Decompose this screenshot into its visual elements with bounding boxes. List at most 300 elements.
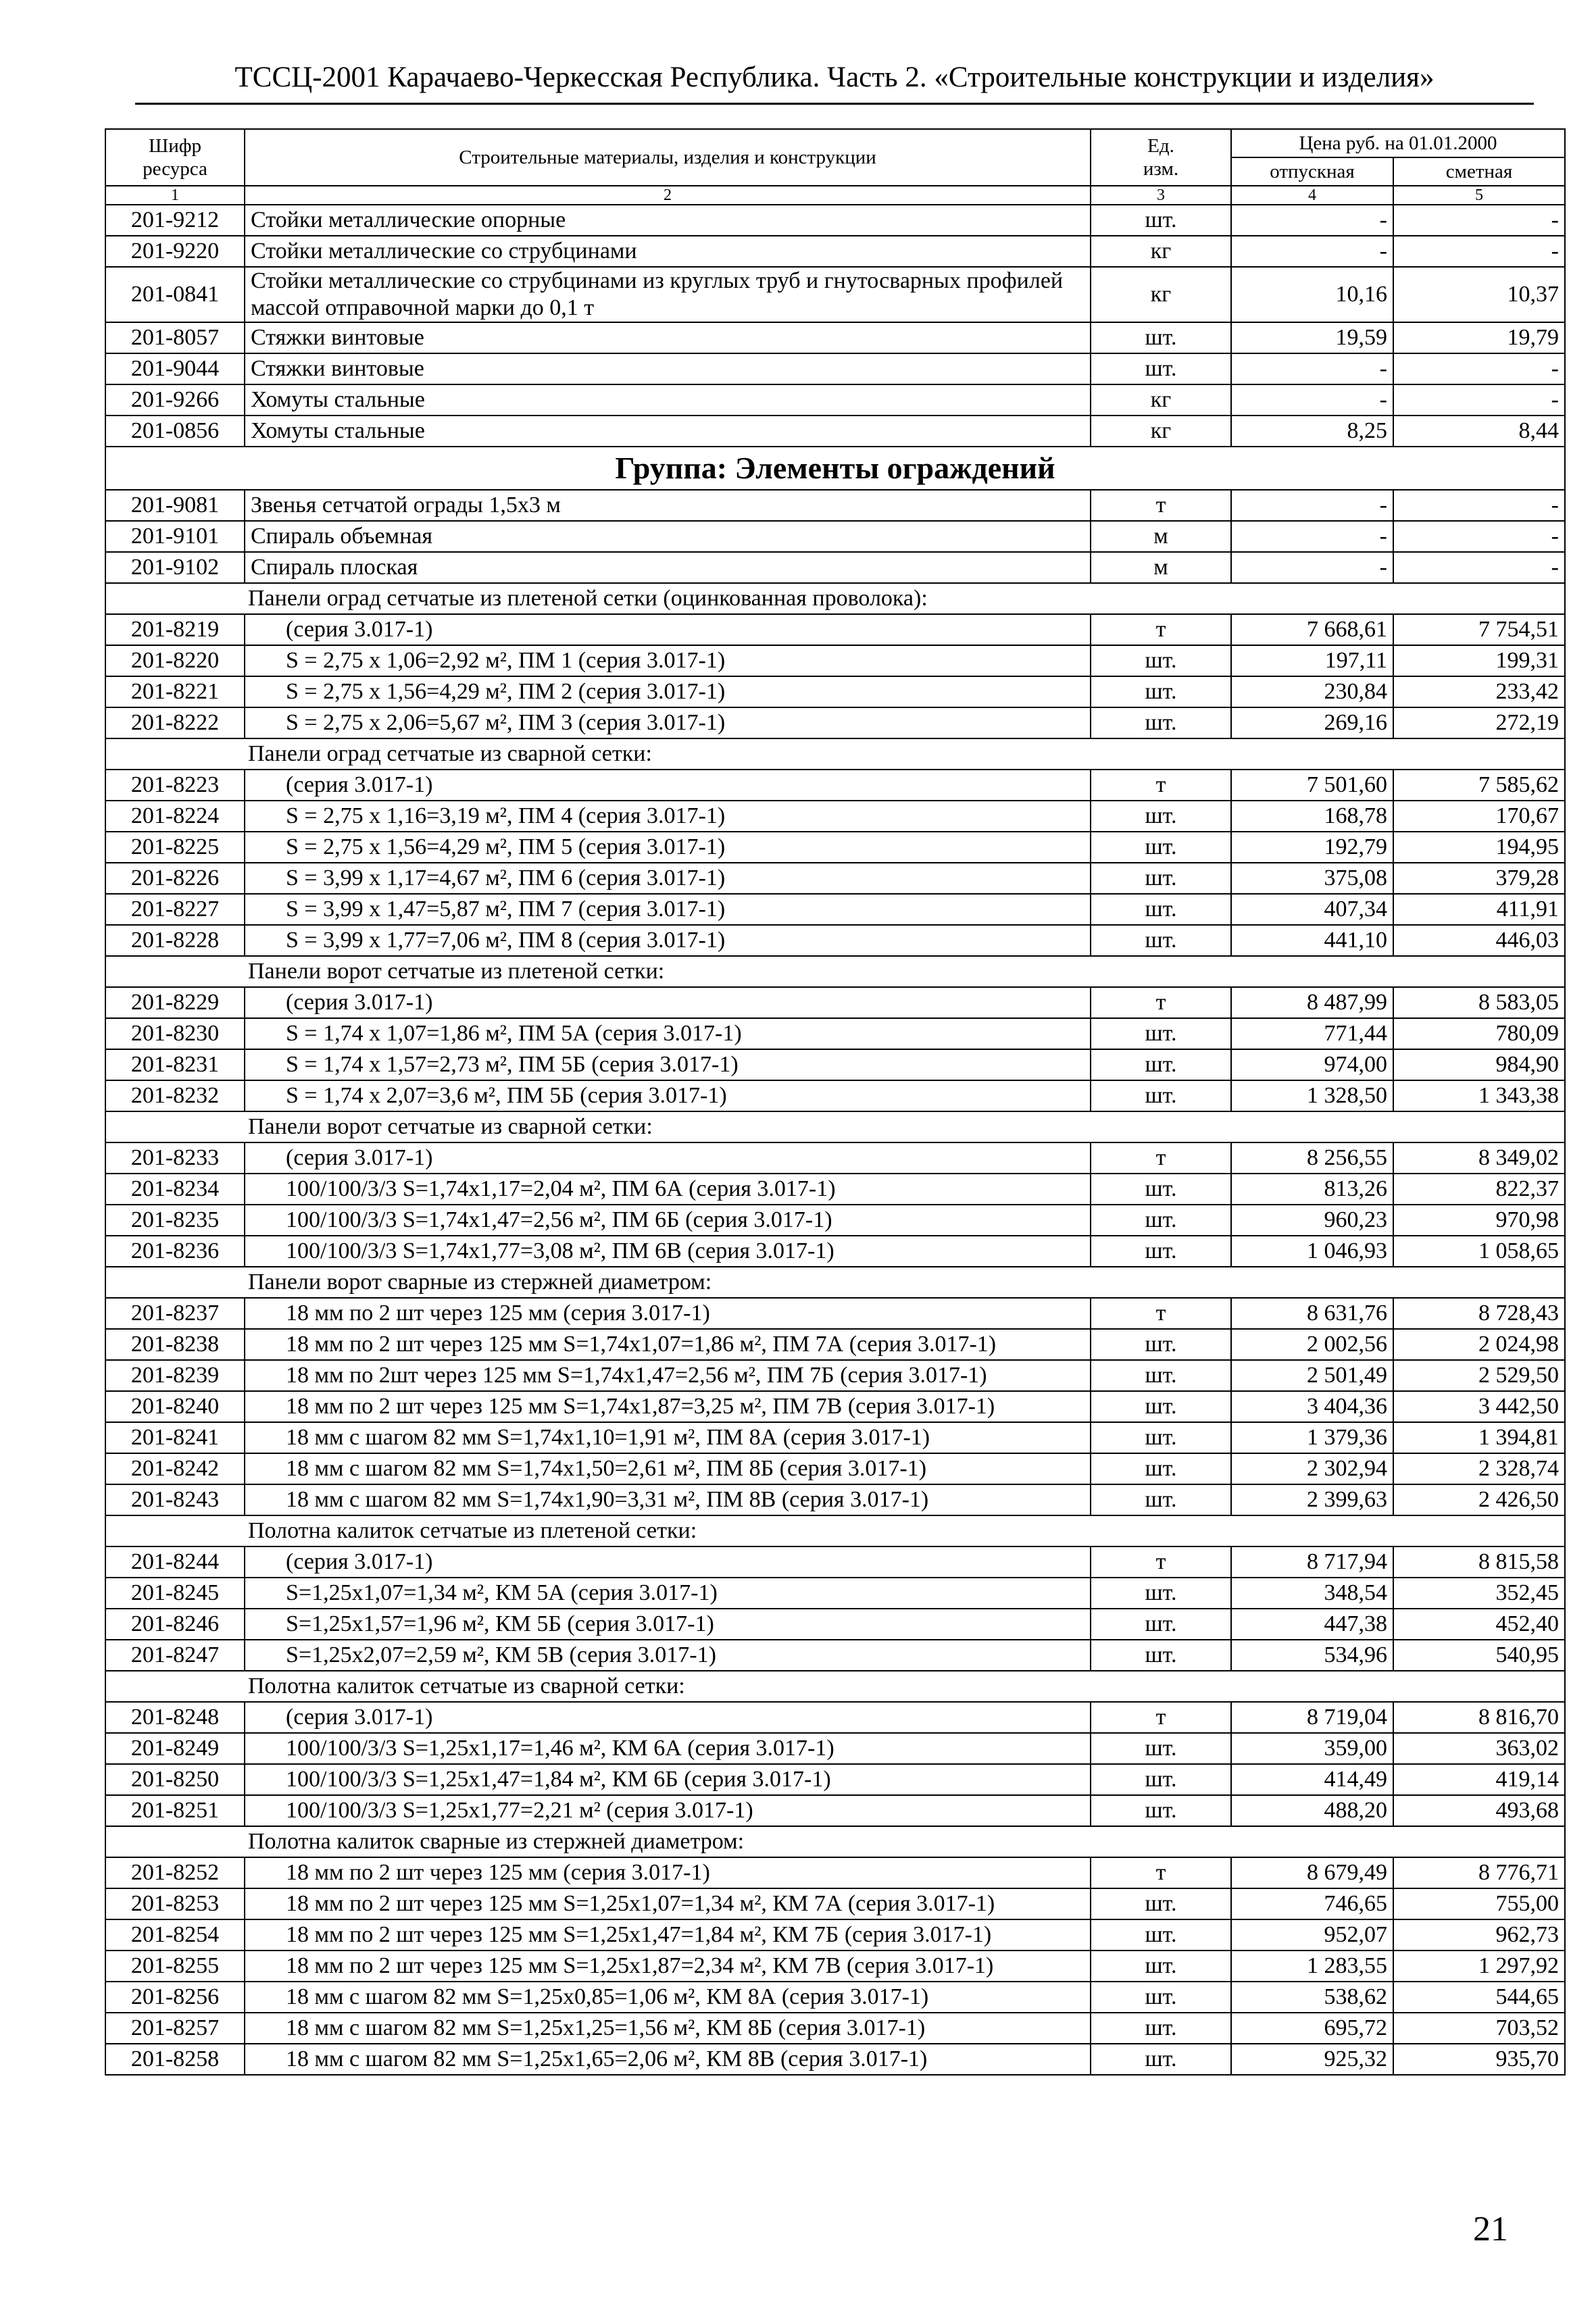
release-price: 414,49 — [1231, 1764, 1393, 1795]
estimate-price: 1 394,81 — [1393, 1422, 1565, 1453]
table-row — [105, 832, 1565, 863]
unit-cell: шт. — [1091, 205, 1231, 236]
resource-code: 201-8239 — [105, 1360, 245, 1391]
item-name: 18 мм по 2шт через 125 мм S=1,74х1,47=2,56 м², ПМ 7Б (серия 3.017-1) — [245, 1360, 1091, 1391]
estimate-price: 452,40 — [1393, 1609, 1565, 1640]
resource-code: 201-8223 — [105, 770, 245, 801]
release-price: - — [1231, 552, 1393, 583]
header-unit — [1091, 129, 1231, 186]
resource-code: 201-8233 — [105, 1142, 245, 1174]
unit-cell: шт. — [1091, 1080, 1231, 1111]
resource-code: 201-8244 — [105, 1546, 245, 1578]
resource-code: 201-8222 — [105, 707, 245, 738]
release-price: - — [1231, 353, 1393, 384]
item-name: Хомуты стальные — [245, 416, 1091, 447]
item-name: S = 2,75 х 1,56=4,29 м², ПМ 2 (серия 3.017-1) — [245, 676, 1091, 707]
estimate-price: 544,65 — [1393, 1982, 1565, 2013]
header-rule — [135, 103, 1534, 105]
unit-cell: шт. — [1091, 1174, 1231, 1205]
resource-code: 201-8221 — [105, 676, 245, 707]
item-name: Стяжки винтовые — [245, 322, 1091, 353]
resource-code: 201-8258 — [105, 2044, 245, 2075]
table-row — [105, 645, 1565, 676]
resource-code: 201-9212 — [105, 205, 245, 236]
resource-code: 201-8229 — [105, 987, 245, 1018]
item-name: 18 мм по 2 шт через 125 мм S=1,74х1,07=1,86 м², ПМ 7А (серия 3.017-1) — [245, 1329, 1091, 1360]
resource-code: 201-8224 — [105, 801, 245, 832]
table-row — [105, 1888, 1565, 1919]
unit-cell: т — [1091, 490, 1231, 521]
item-name: (серия 3.017-1) — [245, 614, 1091, 645]
section-title: Полотна калиток сетчатые из плетеной сетки: — [105, 1515, 1565, 1546]
unit-cell: шт. — [1091, 2013, 1231, 2044]
resource-code: 201-8254 — [105, 1919, 245, 1951]
release-price: 197,11 — [1231, 645, 1393, 676]
table-row — [105, 267, 1565, 322]
unit-cell: шт. — [1091, 1018, 1231, 1049]
unit-cell: шт. — [1091, 1422, 1231, 1453]
estimate-price: 703,52 — [1393, 2013, 1565, 2044]
item-name: 18 мм по 2 шт через 125 мм S=1,25х1,07=1,34 м², КМ 7А (серия 3.017-1) — [245, 1888, 1091, 1919]
table-row — [105, 1857, 1565, 1888]
table-row — [105, 1391, 1565, 1422]
item-name: S = 1,74 х 2,07=3,6 м², ПМ 5Б (серия 3.017-1) — [245, 1080, 1091, 1111]
estimate-price: 1 058,65 — [1393, 1236, 1565, 1267]
section-header-row — [105, 1826, 1565, 1857]
release-price: 813,26 — [1231, 1174, 1393, 1205]
release-price: - — [1231, 205, 1393, 236]
unit-cell: шт. — [1091, 832, 1231, 863]
resource-code: 201-8227 — [105, 894, 245, 925]
unit-cell: шт. — [1091, 1236, 1231, 1267]
table-row — [105, 1422, 1565, 1453]
unit-cell: м — [1091, 552, 1231, 583]
unit-cell: шт. — [1091, 1329, 1231, 1360]
item-name: Хомуты стальные — [245, 384, 1091, 416]
resource-code: 201-8245 — [105, 1578, 245, 1609]
section-header-row — [105, 1515, 1565, 1546]
estimate-price: 8 583,05 — [1393, 987, 1565, 1018]
table-row — [105, 205, 1565, 236]
item-name: 18 мм с шагом 82 мм S=1,74х1,10=1,91 м², ПМ 8А (серия 3.017-1) — [245, 1422, 1091, 1453]
unit-cell: шт. — [1091, 1888, 1231, 1919]
resource-code: 201-8228 — [105, 925, 245, 956]
resource-code: 201-8226 — [105, 863, 245, 894]
section-title: Панели ворот сетчатые из плетеной сетки: — [105, 956, 1565, 987]
release-price: 230,84 — [1231, 676, 1393, 707]
unit-cell: шт. — [1091, 645, 1231, 676]
item-name: S = 1,74 х 1,07=1,86 м², ПМ 5А (серия 3.017-1) — [245, 1018, 1091, 1049]
group-title: Группа: Элементы ограждений — [105, 447, 1565, 490]
colnum-4: 4 — [1231, 186, 1393, 205]
estimate-price: 363,02 — [1393, 1733, 1565, 1764]
item-name: 18 мм по 2 шт через 125 мм S=1,25х1,87=2,34 м², КМ 7В (серия 3.017-1) — [245, 1951, 1091, 1982]
table-row — [105, 707, 1565, 738]
section-title: Панели оград сетчатые из плетеной сетки (оцинкованная проволока): — [105, 583, 1565, 614]
table-row — [105, 552, 1565, 583]
release-price: 974,00 — [1231, 1049, 1393, 1080]
item-name: 100/100/3/3 S=1,74х1,77=3,08 м², ПМ 6В (серия 3.017-1) — [245, 1236, 1091, 1267]
table-row — [105, 1205, 1565, 1236]
release-price: 269,16 — [1231, 707, 1393, 738]
release-price: 375,08 — [1231, 863, 1393, 894]
unit-cell: шт. — [1091, 707, 1231, 738]
table-row — [105, 1453, 1565, 1484]
section-header-row — [105, 738, 1565, 770]
colnum-2: 2 — [245, 186, 1091, 205]
item-name: Стойки металлические со струбцинами из круглых труб и гнутосварных профилей массой отправочной марки до 0,1 т — [245, 267, 1091, 322]
release-price: 534,96 — [1231, 1640, 1393, 1671]
table-row — [105, 1733, 1565, 1764]
table-row — [105, 1951, 1565, 1982]
release-price: 7 668,61 — [1231, 614, 1393, 645]
table-row — [105, 2044, 1565, 2075]
unit-cell: шт. — [1091, 353, 1231, 384]
release-price: 488,20 — [1231, 1795, 1393, 1826]
item-name: S = 2,75 х 1,06=2,92 м², ПМ 1 (серия 3.017-1) — [245, 645, 1091, 676]
header-estimate: сметная — [1393, 157, 1565, 186]
item-name: S = 3,99 х 1,47=5,87 м², ПМ 7 (серия 3.017-1) — [245, 894, 1091, 925]
table-row — [105, 770, 1565, 801]
unit-cell: т — [1091, 1546, 1231, 1578]
estimate-price: 199,31 — [1393, 645, 1565, 676]
item-name: 100/100/3/3 S=1,25х1,77=2,21 м² (серия 3.017-1) — [245, 1795, 1091, 1826]
resource-code: 201-0841 — [105, 267, 245, 322]
table-row — [105, 322, 1565, 353]
item-name: 18 мм с шагом 82 мм S=1,74х1,50=2,61 м², ПМ 8Б (серия 3.017-1) — [245, 1453, 1091, 1484]
resource-code: 201-8257 — [105, 2013, 245, 2044]
estimate-price: 2 024,98 — [1393, 1329, 1565, 1360]
resource-code: 201-9220 — [105, 236, 245, 267]
table-row — [105, 1764, 1565, 1795]
estimate-price: - — [1393, 552, 1565, 583]
estimate-price: 411,91 — [1393, 894, 1565, 925]
item-name: S = 2,75 х 2,06=5,67 м², ПМ 3 (серия 3.017-1) — [245, 707, 1091, 738]
unit-cell: шт. — [1091, 676, 1231, 707]
item-name: 100/100/3/3 S=1,25х1,17=1,46 м², КМ 6А (серия 3.017-1) — [245, 1733, 1091, 1764]
resource-code: 201-9081 — [105, 490, 245, 521]
release-price: 8 719,04 — [1231, 1702, 1393, 1733]
release-price: 2 302,94 — [1231, 1453, 1393, 1484]
estimate-price: 8 728,43 — [1393, 1298, 1565, 1329]
table-row — [105, 1919, 1565, 1951]
resource-code: 201-8256 — [105, 1982, 245, 2013]
table-row — [105, 236, 1565, 267]
resource-code: 201-8248 — [105, 1702, 245, 1733]
item-name: Спираль плоская — [245, 552, 1091, 583]
release-price: 1 328,50 — [1231, 1080, 1393, 1111]
unit-cell: кг — [1091, 384, 1231, 416]
estimate-price: 170,67 — [1393, 801, 1565, 832]
table-row — [105, 353, 1565, 384]
unit-cell: шт. — [1091, 1049, 1231, 1080]
unit-cell: шт. — [1091, 894, 1231, 925]
table-row — [105, 1298, 1565, 1329]
item-name: Стойки металлические со струбцинами — [245, 236, 1091, 267]
colnum-5: 5 — [1393, 186, 1565, 205]
table-row — [105, 863, 1565, 894]
release-price: 746,65 — [1231, 1888, 1393, 1919]
unit-cell: шт. — [1091, 925, 1231, 956]
release-price: 7 501,60 — [1231, 770, 1393, 801]
item-name: Стойки металлические опорные — [245, 205, 1091, 236]
section-title: Панели оград сетчатые из сварной сетки: — [105, 738, 1565, 770]
estimate-price: 233,42 — [1393, 676, 1565, 707]
resource-code: 201-8252 — [105, 1857, 245, 1888]
release-price: 447,38 — [1231, 1609, 1393, 1640]
estimate-price: - — [1393, 236, 1565, 267]
resource-code: 201-8237 — [105, 1298, 245, 1329]
estimate-price: 540,95 — [1393, 1640, 1565, 1671]
unit-cell: кг — [1091, 267, 1231, 322]
release-price: - — [1231, 490, 1393, 521]
unit-cell: кг — [1091, 236, 1231, 267]
estimate-price: 962,73 — [1393, 1919, 1565, 1951]
table-row — [105, 1018, 1565, 1049]
release-price: 359,00 — [1231, 1733, 1393, 1764]
table-row — [105, 1080, 1565, 1111]
unit-cell: м — [1091, 521, 1231, 552]
estimate-price: 19,79 — [1393, 322, 1565, 353]
estimate-price: 1 343,38 — [1393, 1080, 1565, 1111]
estimate-price: 935,70 — [1393, 2044, 1565, 2075]
resource-code: 201-8225 — [105, 832, 245, 863]
estimate-price: 3 442,50 — [1393, 1391, 1565, 1422]
estimate-price: 493,68 — [1393, 1795, 1565, 1826]
item-name: 18 мм по 2 шт через 125 мм S=1,74х1,87=3,25 м², ПМ 7В (серия 3.017-1) — [245, 1391, 1091, 1422]
estimate-price: - — [1393, 205, 1565, 236]
header-code-line2: ресурса — [143, 158, 207, 180]
unit-cell: т — [1091, 1857, 1231, 1888]
estimate-price: 10,37 — [1393, 267, 1565, 322]
resource-code: 201-8253 — [105, 1888, 245, 1919]
table-row — [105, 1640, 1565, 1671]
table-row — [105, 1484, 1565, 1515]
resource-code: 201-8057 — [105, 322, 245, 353]
resource-code: 201-8238 — [105, 1329, 245, 1360]
resource-code: 201-8251 — [105, 1795, 245, 1826]
estimate-price: 1 297,92 — [1393, 1951, 1565, 1982]
release-price: - — [1231, 521, 1393, 552]
section-header-row — [105, 956, 1565, 987]
table-row — [105, 1236, 1565, 1267]
release-price: 2 399,63 — [1231, 1484, 1393, 1515]
table-row — [105, 1546, 1565, 1578]
item-name: Звенья сетчатой ограды 1,5х3 м — [245, 490, 1091, 521]
page-number: 21 — [1473, 2210, 1508, 2248]
table-row — [105, 1795, 1565, 1826]
unit-cell: т — [1091, 1702, 1231, 1733]
table-row — [105, 925, 1565, 956]
unit-cell: шт. — [1091, 863, 1231, 894]
section-title: Панели ворот сварные из стержней диаметром: — [105, 1267, 1565, 1298]
section-title: Полотна калиток сетчатые из сварной сетки: — [105, 1671, 1565, 1702]
release-price: 407,34 — [1231, 894, 1393, 925]
release-price: 1 283,55 — [1231, 1951, 1393, 1982]
estimate-price: 822,37 — [1393, 1174, 1565, 1205]
unit-cell: шт. — [1091, 1764, 1231, 1795]
estimate-price: - — [1393, 490, 1565, 521]
resource-code: 201-8255 — [105, 1951, 245, 1982]
header-name: Строительные материалы, изделия и конструкции — [245, 129, 1091, 186]
table-row — [105, 521, 1565, 552]
column-numbers-row — [105, 186, 1565, 205]
resource-code: 201-8230 — [105, 1018, 245, 1049]
section-header-row — [105, 583, 1565, 614]
estimate-price: 2 426,50 — [1393, 1484, 1565, 1515]
estimate-price: 8 349,02 — [1393, 1142, 1565, 1174]
unit-cell: т — [1091, 614, 1231, 645]
resource-code: 201-8246 — [105, 1609, 245, 1640]
item-name: 18 мм с шагом 82 мм S=1,25х0,85=1,06 м², КМ 8А (серия 3.017-1) — [245, 1982, 1091, 2013]
header-release: отпускная — [1231, 157, 1393, 186]
header-code — [105, 129, 245, 186]
unit-cell: шт. — [1091, 1640, 1231, 1671]
item-name: 18 мм с шагом 82 мм S=1,25х1,25=1,56 м², КМ 8Б (серия 3.017-1) — [245, 2013, 1091, 2044]
table-row — [105, 1578, 1565, 1609]
release-price: 441,10 — [1231, 925, 1393, 956]
estimate-price: - — [1393, 384, 1565, 416]
header-code-line1: Шифр — [148, 135, 202, 157]
release-price: 960,23 — [1231, 1205, 1393, 1236]
resource-code: 201-8219 — [105, 614, 245, 645]
table-header-row — [105, 129, 1565, 157]
item-name: 18 мм по 2 шт через 125 мм S=1,25х1,47=1,84 м², КМ 7Б (серия 3.017-1) — [245, 1919, 1091, 1951]
release-price: 348,54 — [1231, 1578, 1393, 1609]
resource-code: 201-8236 — [105, 1236, 245, 1267]
table-row — [105, 894, 1565, 925]
unit-cell: кг — [1091, 416, 1231, 447]
resource-code: 201-9266 — [105, 384, 245, 416]
item-name: (серия 3.017-1) — [245, 1546, 1091, 1578]
release-price: 8 631,76 — [1231, 1298, 1393, 1329]
item-name: S = 1,74 х 1,57=2,73 м², ПМ 5Б (серия 3.017-1) — [245, 1049, 1091, 1080]
estimate-price: 8 816,70 — [1393, 1702, 1565, 1733]
unit-cell: шт. — [1091, 1982, 1231, 2013]
release-price: - — [1231, 236, 1393, 267]
item-name: (серия 3.017-1) — [245, 1142, 1091, 1174]
release-price: 2 501,49 — [1231, 1360, 1393, 1391]
estimate-price: 379,28 — [1393, 863, 1565, 894]
estimate-price: 7 585,62 — [1393, 770, 1565, 801]
unit-cell: т — [1091, 1142, 1231, 1174]
table-row — [105, 1609, 1565, 1640]
unit-cell: шт. — [1091, 801, 1231, 832]
group-row — [105, 447, 1565, 490]
table-row — [105, 1049, 1565, 1080]
estimate-price: 8 776,71 — [1393, 1857, 1565, 1888]
resource-code: 201-9101 — [105, 521, 245, 552]
estimate-price: 446,03 — [1393, 925, 1565, 956]
unit-cell: шт. — [1091, 2044, 1231, 2075]
release-price: 2 002,56 — [1231, 1329, 1393, 1360]
item-name: (серия 3.017-1) — [245, 987, 1091, 1018]
colnum-1: 1 — [105, 186, 245, 205]
release-price: 8,25 — [1231, 416, 1393, 447]
section-header-row — [105, 1111, 1565, 1142]
item-name: Спираль объемная — [245, 521, 1091, 552]
section-header-row — [105, 1671, 1565, 1702]
item-name: 18 мм с шагом 82 мм S=1,25х1,65=2,06 м², КМ 8В (серия 3.017-1) — [245, 2044, 1091, 2075]
item-name: 100/100/3/3 S=1,74х1,17=2,04 м², ПМ 6А (серия 3.017-1) — [245, 1174, 1091, 1205]
item-name: 18 мм по 2 шт через 125 мм (серия 3.017-1) — [245, 1857, 1091, 1888]
release-price: 695,72 — [1231, 2013, 1393, 2044]
header-price: Цена руб. на 01.01.2000 — [1231, 129, 1565, 157]
table-row — [105, 1702, 1565, 1733]
release-price: 8 487,99 — [1231, 987, 1393, 1018]
unit-cell: т — [1091, 770, 1231, 801]
release-price: 192,79 — [1231, 832, 1393, 863]
estimate-price: 2 529,50 — [1393, 1360, 1565, 1391]
release-price: 19,59 — [1231, 322, 1393, 353]
estimate-price: 8,44 — [1393, 416, 1565, 447]
estimate-price: 984,90 — [1393, 1049, 1565, 1080]
table-row — [105, 1329, 1565, 1360]
table-row — [105, 1360, 1565, 1391]
resource-code: 201-8231 — [105, 1049, 245, 1080]
estimate-price: - — [1393, 353, 1565, 384]
resource-code: 201-8249 — [105, 1733, 245, 1764]
item-name: 18 мм по 2 шт через 125 мм (серия 3.017-1) — [245, 1298, 1091, 1329]
table-row — [105, 801, 1565, 832]
item-name: S=1,25х1,57=1,96 м², КМ 5Б (серия 3.017-1) — [245, 1609, 1091, 1640]
release-price: 8 679,49 — [1231, 1857, 1393, 1888]
estimate-price: 755,00 — [1393, 1888, 1565, 1919]
release-price: 1 379,36 — [1231, 1422, 1393, 1453]
estimate-price: - — [1393, 521, 1565, 552]
unit-cell: шт. — [1091, 1360, 1231, 1391]
item-name: (серия 3.017-1) — [245, 770, 1091, 801]
estimate-price: 7 754,51 — [1393, 614, 1565, 645]
running-header: ТССЦ-2001 Карачаево-Черкесская Республика. Часть 2. «Строительные конструкции и изделия» — [234, 61, 1435, 93]
release-price: 8 717,94 — [1231, 1546, 1393, 1578]
release-price: 952,07 — [1231, 1919, 1393, 1951]
estimate-price: 194,95 — [1393, 832, 1565, 863]
resource-code: 201-9044 — [105, 353, 245, 384]
item-name: S=1,25х1,07=1,34 м², КМ 5А (серия 3.017-1) — [245, 1578, 1091, 1609]
estimate-price: 419,14 — [1393, 1764, 1565, 1795]
resource-code: 201-8242 — [105, 1453, 245, 1484]
header-unit-line1: Ед. — [1147, 135, 1174, 157]
table-row — [105, 614, 1565, 645]
unit-cell: шт. — [1091, 1391, 1231, 1422]
header-unit-line2: изм. — [1143, 158, 1179, 180]
price-table-body — [105, 129, 1565, 2075]
release-price: 538,62 — [1231, 1982, 1393, 2013]
estimate-price: 970,98 — [1393, 1205, 1565, 1236]
item-name: 100/100/3/3 S=1,25х1,47=1,84 м², КМ 6Б (серия 3.017-1) — [245, 1764, 1091, 1795]
resource-code: 201-8241 — [105, 1422, 245, 1453]
item-name: Стяжки винтовые — [245, 353, 1091, 384]
unit-cell: шт. — [1091, 1578, 1231, 1609]
resource-code: 201-8232 — [105, 1080, 245, 1111]
release-price: - — [1231, 384, 1393, 416]
estimate-price: 272,19 — [1393, 707, 1565, 738]
estimate-price: 8 815,58 — [1393, 1546, 1565, 1578]
release-price: 8 256,55 — [1231, 1142, 1393, 1174]
unit-cell: шт. — [1091, 322, 1231, 353]
item-name: (серия 3.017-1) — [245, 1702, 1091, 1733]
item-name: S = 3,99 х 1,77=7,06 м², ПМ 8 (серия 3.017-1) — [245, 925, 1091, 956]
section-header-row — [105, 1267, 1565, 1298]
item-name: S=1,25х2,07=2,59 м², КМ 5В (серия 3.017-1) — [245, 1640, 1091, 1671]
release-price: 771,44 — [1231, 1018, 1393, 1049]
table-row — [105, 987, 1565, 1018]
release-price: 925,32 — [1231, 2044, 1393, 2075]
unit-cell: шт. — [1091, 1609, 1231, 1640]
estimate-price: 352,45 — [1393, 1578, 1565, 1609]
unit-cell: т — [1091, 987, 1231, 1018]
